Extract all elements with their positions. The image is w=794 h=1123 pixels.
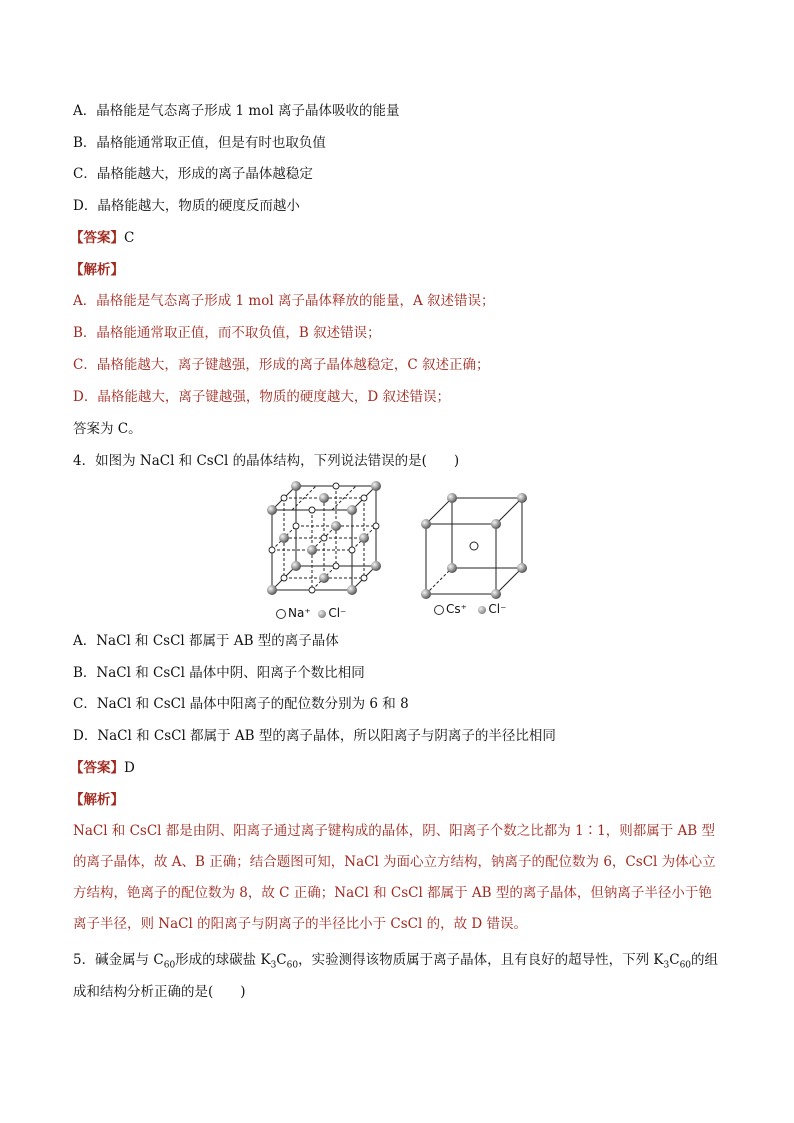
q5-sub: 60 — [163, 960, 176, 971]
q3-option-a: A．晶格能是气态离子形成 1 mol 离子晶体吸收的能量 — [73, 103, 400, 119]
q3-conclusion: 答案为 C。 — [73, 421, 142, 437]
answer-label: 【答案】 — [70, 230, 124, 246]
cscl-legend — [434, 602, 506, 616]
q4-stem: 4．如图为 NaCl 和 CsCl 的晶体结构，下列说法错误的是( ) — [73, 453, 460, 469]
cscl-cs-ion — [470, 542, 478, 550]
q4-analysis: NaCl 和 CsCl 都是由阴、阳离子通过离子键构成的晶体，阴、阳离子个数之比都为 1∶1，则都属于 AB 型的离子晶体，故 A、B 正确；结合题图可知，NaCl 为面心立方结构，钠离子的配位数为 6，CsCl 为体心立方结构，铯离子的配位数为 8，故 C 正确；NaCl 和 CsCl 都属于 AB 型的离子晶体，但钠离子半径小于铯离子半径，则 NaCl 的阳离子与阴离子的半径比小于 CsCl 的，故 D 错误。 — [73, 823, 716, 932]
q5-stem-part: 5．碱金属与 C — [73, 952, 164, 968]
q4-option-c: C．NaCl 和 CsCl 晶体中阳离子的配位数分别为 6 和 8 — [73, 696, 409, 712]
small-ion-icon — [276, 609, 286, 619]
q4-option-b: B．NaCl 和 CsCl 晶体中阴、阳离子个数比相同 — [73, 665, 365, 681]
q4-analysis-label: 【解析】 — [70, 792, 124, 808]
q5-stem-line1 — [73, 950, 718, 976]
q3-option-c: C．晶格能越大，形成的离子晶体越稳定 — [73, 166, 313, 182]
q3-analysis-d: D．晶格能越大，离子键越强，物质的硬度越大，D 叙述错误； — [73, 389, 450, 405]
crystal-structure-figure — [262, 480, 532, 624]
large-ion-icon — [318, 610, 326, 618]
crystal-structure-svg — [262, 480, 532, 620]
q3-answer — [70, 228, 134, 248]
q5-sub: 60 — [286, 960, 299, 971]
q5-stem-part: C — [276, 952, 287, 968]
q5-stem-part: 的组 — [691, 952, 719, 968]
q5-sub: 3 — [270, 960, 277, 971]
q3-analysis-a: A．晶格能是气态离子形成 1 mol 离子晶体释放的能量，A 叙述错误； — [73, 293, 495, 309]
q5-stem-part: C — [669, 952, 680, 968]
q5-stem-part: ，实验测得该物质属于离子晶体，且有良好的超导性，下列 K — [298, 952, 664, 968]
q4-answer — [70, 758, 135, 778]
cscl-legend-cl: Cl⁻ — [488, 602, 507, 616]
q5-sub: 60 — [679, 960, 692, 971]
q3-option-b: B．晶格能通常取正值，但是有时也取负值 — [73, 135, 326, 151]
q4-option-a: A．NaCl 和 CsCl 都属于 AB 型的离子晶体 — [73, 633, 339, 649]
q5-stem-part: 形成的球碳盐 K — [175, 952, 271, 968]
small-ion-icon — [434, 605, 444, 615]
answer-label: 【答案】 — [70, 760, 124, 776]
nacl-legend-na: Na⁺ — [288, 606, 311, 620]
nacl-legend-cl: Cl⁻ — [328, 606, 347, 620]
nacl-legend — [276, 606, 346, 620]
q5-stem-line2: 成和结构分析正确的是( ) — [73, 984, 246, 1000]
large-ion-icon — [478, 606, 486, 614]
q3-analysis-label: 【解析】 — [70, 262, 124, 278]
q3-analysis-c: C．晶格能越大，离子键越强，形成的离子晶体越稳定，C 叙述正确； — [73, 357, 490, 373]
q3-analysis-b: B．晶格能通常取正值，而不取负值，B 叙述错误； — [73, 325, 381, 341]
q5-sub: 3 — [663, 960, 670, 971]
q4-option-d: D．NaCl 和 CsCl 都属于 AB 型的离子晶体，所以阳离子与阴离子的半径比相同 — [73, 728, 556, 744]
answer-value: C — [124, 230, 135, 246]
cscl-legend-cs: Cs⁺ — [446, 602, 467, 616]
q3-option-d: D．晶格能越大，物质的硬度反而越小 — [73, 198, 300, 214]
answer-value: D — [124, 760, 135, 776]
